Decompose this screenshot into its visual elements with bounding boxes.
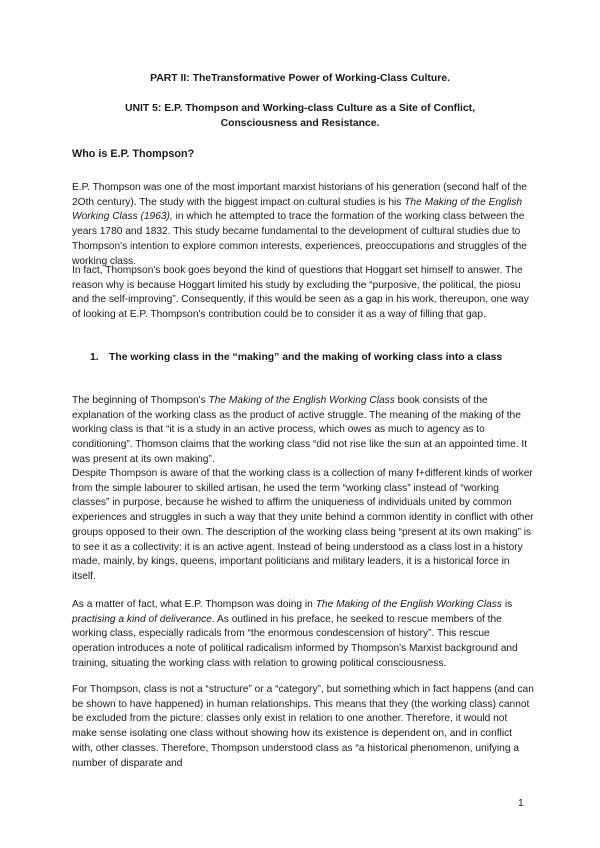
paragraph-3 [72, 394, 534, 468]
unit-title-line-2: Consciousness and Resistance. [220, 118, 380, 129]
numbered-heading-title: The working class in the “making” and the making of working class into a class [109, 352, 503, 363]
paragraph-5-emphasis: practising a kind of deliverance [72, 613, 212, 625]
unit-title [0, 101, 600, 131]
paragraph-6: For Thompson, class is not a “structure” or a “category”, but something which in fact happens (and can be shown to have happened) in human relationships. This means that they (the working class) cannot be excluded from the picture: classes only exist in relation to one another. Therefore, it would not make sense isolating one class without showing how its existence is dependent on, and in conflict with, other classes. Therefore, Thompson understood class as “a historical phenomenon, unifying a number of disparate and [72, 684, 534, 769]
unit-title-line-1: UNIT 5: E.P. Thompson and Working-class Culture as a Site of Conflict, [124, 103, 476, 114]
paragraph-4: Despite Thompson is aware of that the working class is a collection of many f+different kinds of worker from the simple labourer to skilled artisan, he used the term “working class” instead of “working classes” in purpose, because he wished to affirm the uniqueness of individuals united by common experiences and struggles in such a way that they unite behind a common identity in conflict with other groups opposed to their own. The description of the working class being “present at its own making” is to see it as a collectivity: it is an active agent. Instead of being understood as a class lost in a history made, mainly, by kings, queens, important politicians and military leaders, it is a historical force in itself. [72, 468, 534, 582]
paragraph-5-text-a: As a matter of fact, what E.P. Thompson was doing in [72, 599, 316, 610]
part-title: PART II: TheTransformative Power of Working-Class Culture. [150, 73, 450, 84]
paragraph-1-text-a: E.P. Thompson was one of the most important marxist historians of his generation (second half of the 2Oth century). The study with the biggest impact on cultural studies is his [72, 182, 527, 208]
paragraph-3-text-a: The beginning of Thompson's [72, 395, 209, 406]
paragraph-3-text-b: book consists of the explanation of the working class as the product of active struggle. The meaning of the making of the working class is that “it is a study in an active process, which owes as much to agency as to conditioning”. Thomson claims that the working class “did not rise like the sun at an appointed time. It was present at its own making”. [72, 395, 528, 465]
paragraph-5-text-b: is [501, 599, 513, 610]
numbered-heading-1 [90, 350, 530, 365]
paragraph-3-book-title: The Making of the English Working Class [208, 395, 395, 406]
paragraph-2: In fact, Thompson's book goes beyond the kind of questions that Hoggart set himself to answer. The reason why is because Hoggart limited his study by excluding the “purposive, the political, the piosu and the self-improving”. Consequently, if this would be seen as a gap in his work, thereupon, one way of looking at E.P. Thompson's contribution could be to consider it as a way of filling that gap. [72, 265, 529, 321]
paragraph-1-book-title: The Making of the English Working Class (1963), [72, 196, 522, 223]
paragraph-1-text-b: in which he attempted to trace the formation of the working class between the years 1780 and 1832. This study became fundamental to the development of cultural studies due to Thompson's intention to explore common interests, experiences, preoccupations and struggles of the working class. [72, 211, 527, 267]
paragraph-5 [72, 598, 534, 672]
page-number: 1 [518, 798, 524, 809]
numbered-heading-number: 1. [90, 352, 99, 363]
paragraph-1 [72, 181, 534, 269]
section-heading-who: Who is E.P. Thompson? [72, 148, 195, 160]
paragraph-5-text-c: . As outlined in his preface, he seeked to rescue members of the working class, especially radicals from “the enormous condescension of history”. This rescue operation introduces a note of political radicalism informed by Thompson's Marxist background and training, situating the working class with relation to growing political consciousness. [72, 613, 518, 669]
paragraph-5-book-title: The Making of the English Working Class [315, 599, 502, 610]
